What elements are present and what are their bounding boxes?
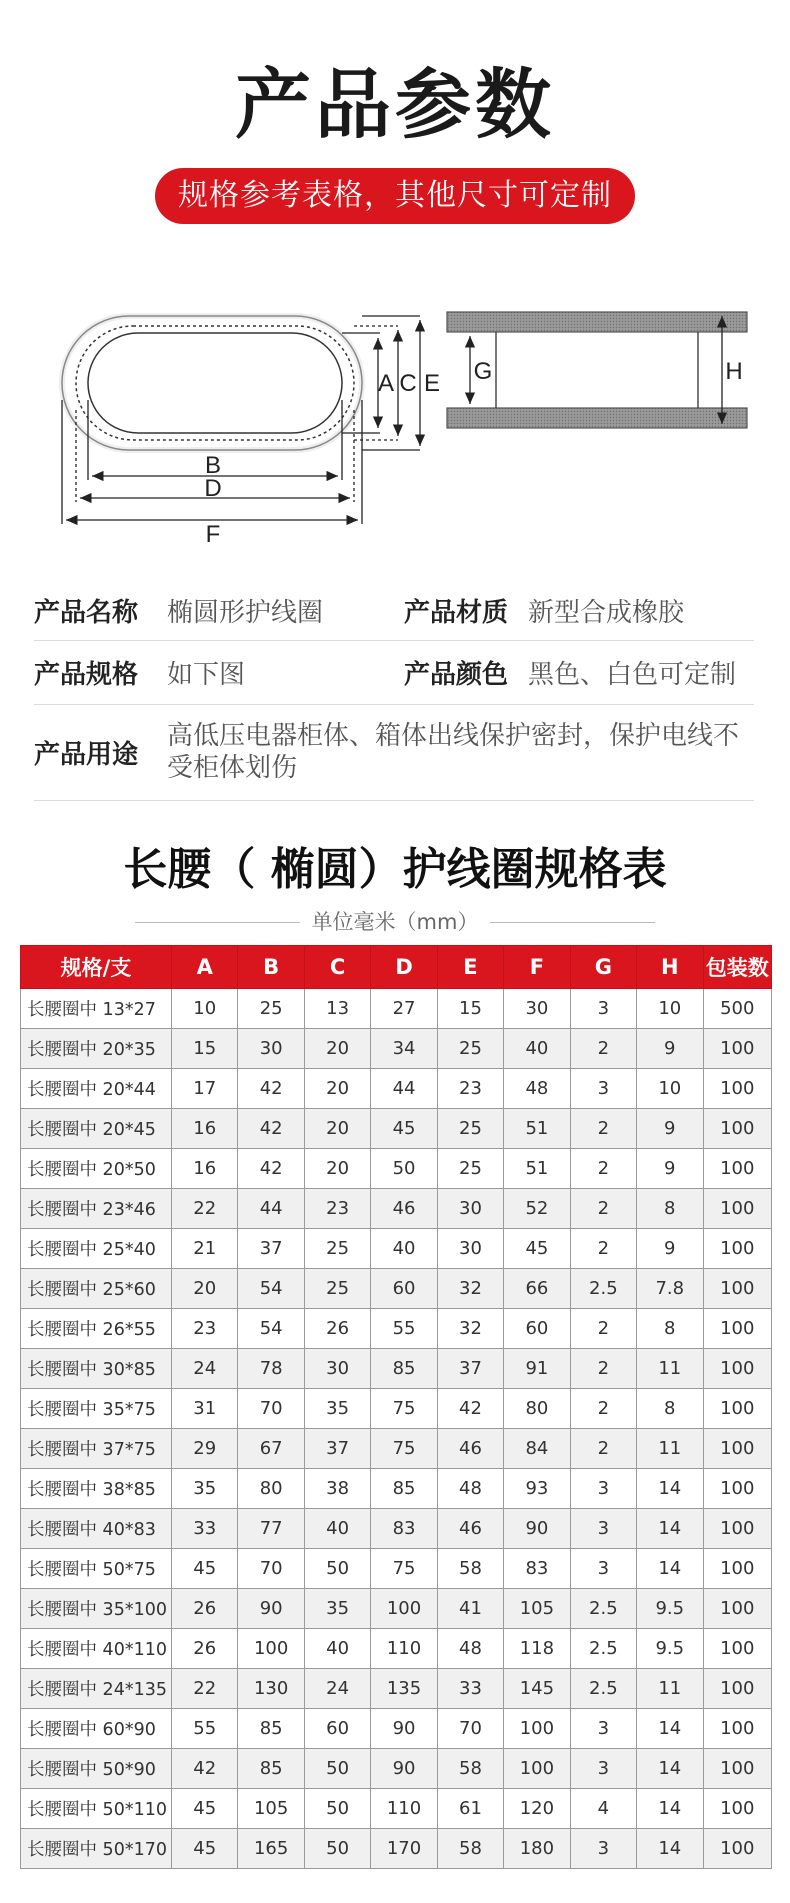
- info-row-name: [34, 580, 754, 641]
- spec-value-cell: 50: [371, 1149, 437, 1189]
- spec-value-cell: 77: [238, 1509, 304, 1549]
- spec-value-cell: 67: [238, 1429, 304, 1469]
- spec-value-cell: 11: [637, 1429, 703, 1469]
- spec-value-cell: 9: [637, 1029, 703, 1069]
- spec-value-cell: 33: [172, 1509, 238, 1549]
- unit-caption: 单位毫米（mm）: [311, 910, 479, 934]
- label-c: C: [399, 370, 417, 397]
- spec-value-cell: 9: [637, 1109, 703, 1149]
- label-g: G: [473, 358, 493, 385]
- spec-name-cell: 长腰圈中 40*83: [21, 1509, 172, 1549]
- spec-value-cell: 93: [504, 1469, 570, 1509]
- spec-value-cell: 25: [437, 1149, 503, 1189]
- spec-value-cell: 80: [238, 1469, 304, 1509]
- spec-value-cell: 32: [437, 1269, 503, 1309]
- spec-value-cell: 29: [172, 1429, 238, 1469]
- spec-name-cell: 长腰圈中 37*75: [21, 1429, 172, 1469]
- spec-name-cell: 长腰圈中 20*35: [21, 1029, 172, 1069]
- spec-value-cell: 10: [637, 989, 703, 1029]
- table-row: [21, 1069, 772, 1109]
- spec-value-cell: 2: [570, 1389, 636, 1429]
- spec-value-cell: 145: [504, 1669, 570, 1709]
- spec-value-cell: 14: [637, 1789, 703, 1829]
- spec-value-cell: 48: [437, 1469, 503, 1509]
- spec-value-cell: 78: [238, 1349, 304, 1389]
- table-row: [21, 1149, 772, 1189]
- spec-value-cell: 100: [703, 1549, 772, 1589]
- spec-value-cell: 35: [172, 1469, 238, 1509]
- spec-value-cell: 20: [172, 1269, 238, 1309]
- spec-value-cell: 2.5: [570, 1269, 636, 1309]
- spec-value-cell: 14: [637, 1749, 703, 1789]
- spec-value-cell: 14: [637, 1469, 703, 1509]
- product-spec-value: 如下图: [167, 659, 246, 690]
- product-spec-label: 产品规格: [34, 659, 139, 690]
- spec-value-cell: 30: [238, 1029, 304, 1069]
- spec-value-cell: 23: [437, 1069, 503, 1109]
- spec-value-cell: 14: [637, 1509, 703, 1549]
- spec-value-cell: 100: [504, 1709, 570, 1749]
- spec-value-cell: 85: [238, 1709, 304, 1749]
- spec-value-cell: 37: [304, 1429, 370, 1469]
- spec-value-cell: 60: [371, 1269, 437, 1309]
- spec-value-cell: 100: [703, 1029, 772, 1069]
- spec-value-cell: 20: [304, 1029, 370, 1069]
- spec-value-cell: 48: [504, 1069, 570, 1109]
- spec-value-cell: 118: [504, 1629, 570, 1669]
- spec-value-cell: 20: [304, 1109, 370, 1149]
- spec-value-cell: 10: [637, 1069, 703, 1109]
- spec-value-cell: 42: [238, 1149, 304, 1189]
- spec-value-cell: 50: [304, 1549, 370, 1589]
- spec-value-cell: 2: [570, 1429, 636, 1469]
- spec-value-cell: 16: [172, 1149, 238, 1189]
- spec-name-cell: 长腰圈中 26*55: [21, 1309, 172, 1349]
- spec-value-cell: 2: [570, 1029, 636, 1069]
- spec-value-cell: 50: [304, 1749, 370, 1789]
- table-row: [21, 1589, 772, 1629]
- spec-value-cell: 3: [570, 1749, 636, 1789]
- spec-value-cell: 45: [172, 1549, 238, 1589]
- spec-value-cell: 84: [504, 1429, 570, 1469]
- spec-value-cell: 30: [304, 1349, 370, 1389]
- spec-name-cell: 长腰圈中 25*60: [21, 1269, 172, 1309]
- product-material-value: 新型合成橡胶: [528, 597, 685, 628]
- spec-value-cell: 45: [371, 1109, 437, 1149]
- table-row: [21, 1349, 772, 1389]
- spec-value-cell: 30: [437, 1189, 503, 1229]
- spec-value-cell: 85: [371, 1469, 437, 1509]
- table-row: [21, 1229, 772, 1269]
- spec-value-cell: 2.5: [570, 1629, 636, 1669]
- table-row: [21, 1829, 772, 1869]
- spec-value-cell: 8: [637, 1309, 703, 1349]
- spec-value-cell: 45: [172, 1829, 238, 1869]
- spec-name-cell: 长腰圈中 50*90: [21, 1749, 172, 1789]
- product-color-label: 产品颜色: [404, 659, 509, 690]
- spec-value-cell: 58: [437, 1749, 503, 1789]
- spec-value-cell: 8: [637, 1189, 703, 1229]
- spec-value-cell: 2: [570, 1309, 636, 1349]
- spec-name-cell: 长腰圈中 60*90: [21, 1709, 172, 1749]
- spec-value-cell: 8: [637, 1389, 703, 1429]
- spec-value-cell: 31: [172, 1389, 238, 1429]
- spec-name-cell: 长腰圈中 30*85: [21, 1349, 172, 1389]
- spec-name-cell: 长腰圈中 20*50: [21, 1149, 172, 1189]
- spec-value-cell: 13: [304, 989, 370, 1029]
- spec-value-cell: 110: [371, 1629, 437, 1669]
- spec-value-cell: 70: [238, 1389, 304, 1429]
- spec-value-cell: 35: [304, 1389, 370, 1429]
- label-h: H: [725, 358, 743, 385]
- spec-value-cell: 37: [238, 1229, 304, 1269]
- spec-value-cell: 100: [703, 1069, 772, 1109]
- table-row: [21, 1389, 772, 1429]
- table-header-cell: A: [172, 946, 238, 989]
- spec-value-cell: 34: [371, 1029, 437, 1069]
- spec-value-cell: 40: [304, 1509, 370, 1549]
- table-row: [21, 1789, 772, 1829]
- spec-value-cell: 41: [437, 1589, 503, 1629]
- spec-value-cell: 27: [371, 989, 437, 1029]
- spec-value-cell: 180: [504, 1829, 570, 1869]
- spec-value-cell: 25: [238, 989, 304, 1029]
- spec-value-cell: 9: [637, 1149, 703, 1189]
- spec-value-cell: 52: [504, 1189, 570, 1229]
- spec-value-cell: 33: [437, 1669, 503, 1709]
- spec-value-cell: 100: [371, 1589, 437, 1629]
- spec-value-cell: 23: [304, 1189, 370, 1229]
- spec-value-cell: 100: [703, 1789, 772, 1829]
- spec-value-cell: 37: [437, 1349, 503, 1389]
- spec-value-cell: 9.5: [637, 1629, 703, 1669]
- spec-value-cell: 2: [570, 1229, 636, 1269]
- spec-name-cell: 长腰圈中 20*45: [21, 1109, 172, 1149]
- spec-value-cell: 25: [437, 1029, 503, 1069]
- spec-value-cell: 35: [304, 1589, 370, 1629]
- spec-value-cell: 100: [703, 1149, 772, 1189]
- spec-value-cell: 40: [304, 1629, 370, 1669]
- spec-value-cell: 11: [637, 1349, 703, 1389]
- spec-value-cell: 14: [637, 1549, 703, 1589]
- table-row: [21, 1269, 772, 1309]
- spec-value-cell: 20: [304, 1149, 370, 1189]
- spec-name-cell: 长腰圈中 50*110: [21, 1789, 172, 1829]
- spec-value-cell: 42: [437, 1389, 503, 1429]
- spec-value-cell: 90: [371, 1709, 437, 1749]
- table-header-cell: E: [437, 946, 503, 989]
- spec-value-cell: 100: [703, 1669, 772, 1709]
- spec-value-cell: 2: [570, 1149, 636, 1189]
- spec-value-cell: 3: [570, 1469, 636, 1509]
- spec-value-cell: 54: [238, 1269, 304, 1309]
- spec-value-cell: 500: [703, 989, 772, 1029]
- spec-value-cell: 100: [504, 1749, 570, 1789]
- spec-value-cell: 100: [703, 1509, 772, 1549]
- spec-value-cell: 85: [238, 1749, 304, 1789]
- spec-name-cell: 长腰圈中 50*170: [21, 1829, 172, 1869]
- spec-value-cell: 3: [570, 1829, 636, 1869]
- spec-value-cell: 100: [703, 1229, 772, 1269]
- spec-value-cell: 45: [172, 1789, 238, 1829]
- spec-value-cell: 100: [703, 1709, 772, 1749]
- spec-name-cell: 长腰圈中 24*135: [21, 1669, 172, 1709]
- spec-value-cell: 11: [637, 1669, 703, 1709]
- spec-value-cell: 75: [371, 1389, 437, 1429]
- spec-value-cell: 38: [304, 1469, 370, 1509]
- spec-value-cell: 2.5: [570, 1589, 636, 1629]
- info-row-usage: [34, 704, 754, 801]
- spec-value-cell: 90: [504, 1509, 570, 1549]
- spec-value-cell: 75: [371, 1549, 437, 1589]
- spec-value-cell: 51: [504, 1109, 570, 1149]
- spec-value-cell: 30: [437, 1229, 503, 1269]
- oval-ring-front-view: [62, 316, 362, 450]
- spec-value-cell: 80: [504, 1389, 570, 1429]
- spec-value-cell: 58: [437, 1829, 503, 1869]
- spec-value-cell: 70: [437, 1709, 503, 1749]
- product-name-value: 椭圆形护线圈: [167, 597, 324, 628]
- product-usage-value: 高低压电器柜体、箱体出线保护密封，保护电线不受柜体划伤: [167, 721, 740, 783]
- spec-value-cell: 55: [172, 1709, 238, 1749]
- spec-value-cell: 100: [703, 1109, 772, 1149]
- spec-value-cell: 3: [570, 1549, 636, 1589]
- spec-value-cell: 85: [371, 1349, 437, 1389]
- table-header-cell: D: [371, 946, 437, 989]
- spec-value-cell: 25: [304, 1269, 370, 1309]
- spec-value-cell: 70: [238, 1549, 304, 1589]
- spec-value-cell: 100: [703, 1269, 772, 1309]
- info-row-spec: [34, 640, 754, 705]
- label-b: B: [204, 452, 222, 479]
- spec-value-cell: 46: [437, 1509, 503, 1549]
- spec-value-cell: 48: [437, 1629, 503, 1669]
- label-e: E: [423, 370, 441, 397]
- spec-value-cell: 26: [172, 1629, 238, 1669]
- spec-value-cell: 110: [371, 1789, 437, 1829]
- spec-value-cell: 25: [437, 1109, 503, 1149]
- table-row: [21, 1309, 772, 1349]
- product-usage-label: 产品用途: [34, 739, 139, 770]
- spec-value-cell: 24: [172, 1349, 238, 1389]
- spec-value-cell: 100: [703, 1349, 772, 1389]
- spec-value-cell: 170: [371, 1829, 437, 1869]
- spec-value-cell: 26: [304, 1309, 370, 1349]
- spec-value-cell: 100: [703, 1629, 772, 1669]
- spec-table: [20, 945, 772, 1869]
- table-row: [21, 1549, 772, 1589]
- product-material-label: 产品材质: [404, 597, 509, 628]
- spec-value-cell: 40: [504, 1029, 570, 1069]
- spec-name-cell: 长腰圈中 50*75: [21, 1549, 172, 1589]
- spec-value-cell: 100: [703, 1589, 772, 1629]
- spec-value-cell: 10: [172, 989, 238, 1029]
- spec-value-cell: 83: [504, 1549, 570, 1589]
- table-row: [21, 1029, 772, 1069]
- spec-value-cell: 3: [570, 1509, 636, 1549]
- spec-value-cell: 46: [437, 1429, 503, 1469]
- spec-value-cell: 54: [238, 1309, 304, 1349]
- spec-value-cell: 9.5: [637, 1589, 703, 1629]
- table-row: [21, 1709, 772, 1749]
- spec-value-cell: 165: [238, 1829, 304, 1869]
- spec-value-cell: 50: [304, 1829, 370, 1869]
- product-name-label: 产品名称: [34, 597, 139, 628]
- spec-value-cell: 26: [172, 1589, 238, 1629]
- table-header-cell: C: [304, 946, 370, 989]
- subtitle-badge: 规格参考表格，其他尺寸可定制: [155, 168, 635, 224]
- spec-value-cell: 22: [172, 1189, 238, 1229]
- spec-value-cell: 3: [570, 989, 636, 1029]
- spec-value-cell: 51: [504, 1149, 570, 1189]
- table-row: [21, 1429, 772, 1469]
- spec-value-cell: 16: [172, 1109, 238, 1149]
- table-header-cell: H: [637, 946, 703, 989]
- spec-value-cell: 100: [703, 1829, 772, 1869]
- spec-value-cell: 44: [371, 1069, 437, 1109]
- spec-value-cell: 120: [504, 1789, 570, 1829]
- spec-value-cell: 30: [504, 989, 570, 1029]
- spec-name-cell: 长腰圈中 20*44: [21, 1069, 172, 1109]
- spec-value-cell: 42: [172, 1749, 238, 1789]
- dimension-diagram: [0, 290, 790, 550]
- spec-value-cell: 100: [703, 1469, 772, 1509]
- label-d: D: [204, 475, 222, 502]
- table-row: [21, 1469, 772, 1509]
- spec-value-cell: 75: [371, 1429, 437, 1469]
- spec-value-cell: 100: [703, 1309, 772, 1349]
- spec-value-cell: 40: [371, 1229, 437, 1269]
- table-header-cell: 包装数: [703, 946, 772, 989]
- spec-value-cell: 4: [570, 1789, 636, 1829]
- table-row: [21, 1669, 772, 1709]
- spec-value-cell: 90: [371, 1749, 437, 1789]
- spec-name-cell: 长腰圈中 13*27: [21, 989, 172, 1029]
- spec-value-cell: 100: [703, 1749, 772, 1789]
- spec-value-cell: 60: [504, 1309, 570, 1349]
- spec-value-cell: 2: [570, 1189, 636, 1229]
- table-header-cell: B: [238, 946, 304, 989]
- label-a: A: [377, 370, 395, 397]
- spec-value-cell: 135: [371, 1669, 437, 1709]
- product-color-value: 黑色、白色可定制: [528, 659, 737, 690]
- spec-value-cell: 105: [504, 1589, 570, 1629]
- table-header-cell: G: [570, 946, 636, 989]
- spec-value-cell: 15: [172, 1029, 238, 1069]
- spec-name-cell: 长腰圈中 40*110: [21, 1629, 172, 1669]
- spec-value-cell: 45: [504, 1229, 570, 1269]
- spec-value-cell: 14: [637, 1709, 703, 1749]
- table-header-cell: 规格/支: [21, 946, 172, 989]
- spec-value-cell: 55: [371, 1309, 437, 1349]
- spec-value-cell: 3: [570, 1709, 636, 1749]
- spec-table-title: 长腰（ 椭圆）护线圈规格表: [123, 844, 667, 895]
- spec-value-cell: 46: [371, 1189, 437, 1229]
- spec-name-cell: 长腰圈中 35*100: [21, 1589, 172, 1629]
- spec-name-cell: 长腰圈中 25*40: [21, 1229, 172, 1269]
- spec-value-cell: 90: [238, 1589, 304, 1629]
- table-header-row: [21, 946, 772, 989]
- spec-value-cell: 9: [637, 1229, 703, 1269]
- spec-value-cell: 105: [238, 1789, 304, 1829]
- table-row: [21, 989, 772, 1029]
- spec-value-cell: 22: [172, 1669, 238, 1709]
- table-header-cell: F: [504, 946, 570, 989]
- spec-value-cell: 24: [304, 1669, 370, 1709]
- spec-name-cell: 长腰圈中 35*75: [21, 1389, 172, 1429]
- spec-value-cell: 21: [172, 1229, 238, 1269]
- spec-value-cell: 100: [703, 1189, 772, 1229]
- table-row: [21, 1109, 772, 1149]
- table-row: [21, 1509, 772, 1549]
- spec-value-cell: 42: [238, 1069, 304, 1109]
- spec-name-cell: 长腰圈中 38*85: [21, 1469, 172, 1509]
- spec-value-cell: 83: [371, 1509, 437, 1549]
- spec-name-cell: 长腰圈中 23*46: [21, 1189, 172, 1229]
- spec-value-cell: 50: [304, 1789, 370, 1829]
- spec-value-cell: 25: [304, 1229, 370, 1269]
- spec-value-cell: 100: [703, 1429, 772, 1469]
- spec-value-cell: 17: [172, 1069, 238, 1109]
- spec-value-cell: 42: [238, 1109, 304, 1149]
- page-title: 产品参数: [235, 60, 555, 149]
- spec-value-cell: 2.5: [570, 1669, 636, 1709]
- spec-value-cell: 3: [570, 1069, 636, 1109]
- spec-value-cell: 2: [570, 1109, 636, 1149]
- table-row: [21, 1189, 772, 1229]
- spec-value-cell: 14: [637, 1829, 703, 1869]
- spec-value-cell: 44: [238, 1189, 304, 1229]
- spec-value-cell: 2: [570, 1349, 636, 1389]
- spec-value-cell: 23: [172, 1309, 238, 1349]
- spec-value-cell: 61: [437, 1789, 503, 1829]
- spec-value-cell: 91: [504, 1349, 570, 1389]
- spec-value-cell: 15: [437, 989, 503, 1029]
- table-row: [21, 1629, 772, 1669]
- spec-value-cell: 130: [238, 1669, 304, 1709]
- table-body: [21, 989, 772, 1869]
- spec-value-cell: 60: [304, 1709, 370, 1749]
- table-row: [21, 1749, 772, 1789]
- label-f: F: [205, 521, 221, 548]
- spec-value-cell: 58: [437, 1549, 503, 1589]
- spec-value-cell: 7.8: [637, 1269, 703, 1309]
- spec-value-cell: 20: [304, 1069, 370, 1109]
- spec-value-cell: 66: [504, 1269, 570, 1309]
- spec-value-cell: 100: [703, 1389, 772, 1429]
- spec-value-cell: 100: [238, 1629, 304, 1669]
- spec-value-cell: 32: [437, 1309, 503, 1349]
